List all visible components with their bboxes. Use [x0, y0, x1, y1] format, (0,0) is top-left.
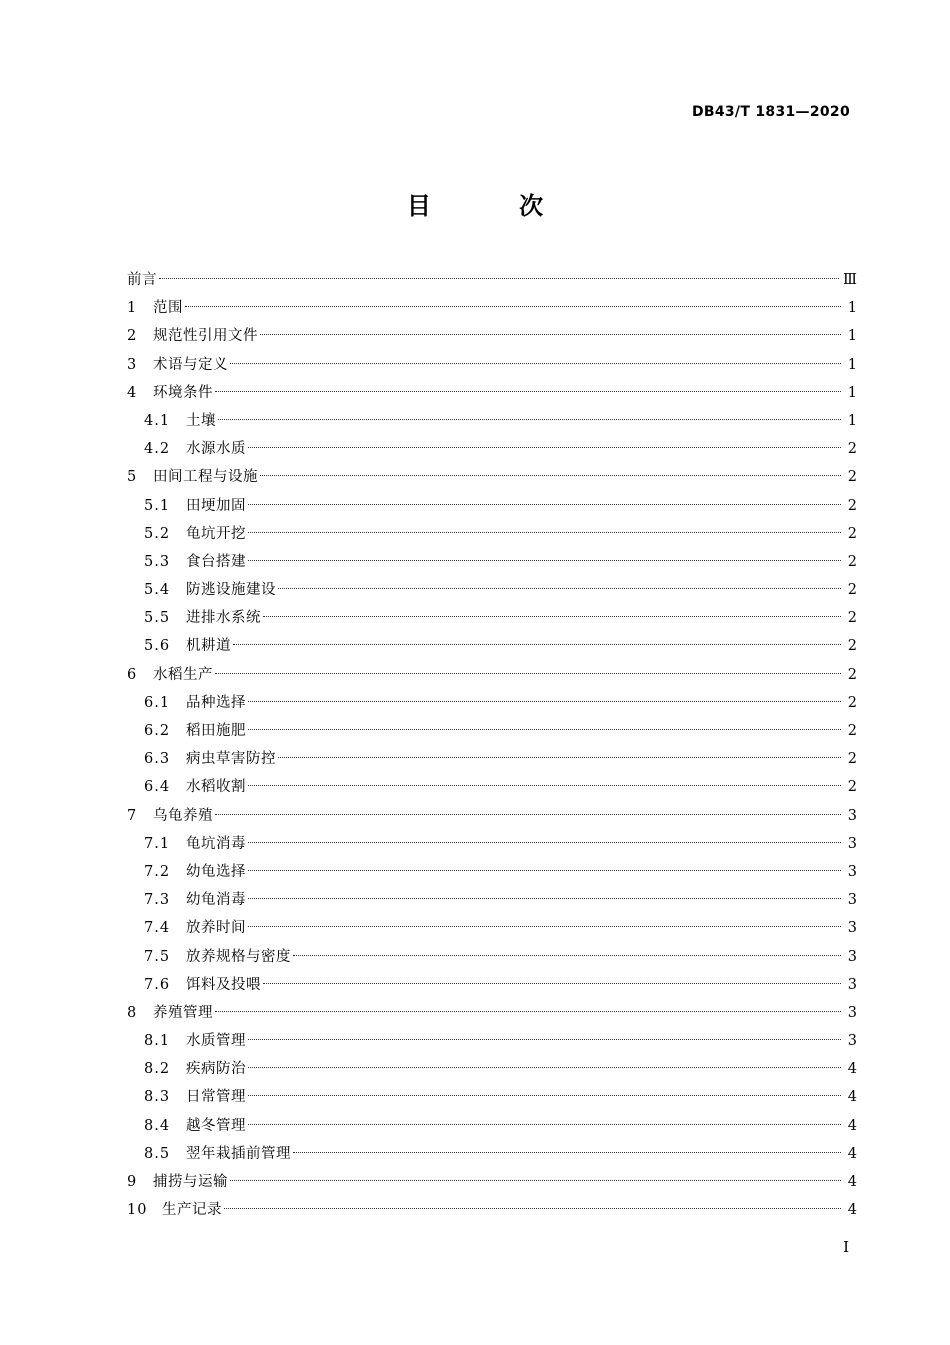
toc-entry-number: 6.3: [144, 751, 171, 768]
toc-entry-label: 放养规格与密度: [186, 948, 291, 965]
toc-entry-page: 1: [847, 384, 857, 401]
toc-entry-label: 范围: [153, 300, 183, 317]
toc-entry-label: 机耕道: [186, 638, 231, 655]
toc-entry-page: 2: [847, 582, 857, 599]
toc-entry-page: 4: [847, 1061, 857, 1078]
toc-entry-label: 日常管理: [186, 1089, 246, 1106]
toc-entry-page: 1: [847, 300, 857, 317]
toc-entry-label: 田埂加固: [186, 497, 246, 514]
toc-entry-label: 幼龟消毒: [186, 892, 246, 909]
toc-entry-number: 9: [127, 1174, 138, 1190]
standard-code: DB43/T 1831—2020: [691, 104, 850, 120]
toc-entry-page: 1: [847, 412, 857, 429]
toc-entry[interactable]: [127, 294, 857, 322]
toc-entry[interactable]: [127, 886, 857, 914]
toc-entry-label: 术语与定义: [153, 356, 228, 373]
toc-entry-number: 4.1: [144, 412, 171, 429]
toc-entry-page: 2: [847, 694, 857, 711]
toc-entry-label: 防逃设施建设: [186, 582, 276, 599]
toc-entry-page: 1: [847, 356, 857, 373]
toc-entry-number: 3: [127, 356, 138, 373]
toc-dot-leader: [248, 1095, 841, 1096]
toc-entry-label: 进排水系统: [186, 610, 261, 627]
toc-dot-leader: [224, 1208, 841, 1209]
toc-dot-leader: [260, 475, 841, 476]
toc-dot-leader: [278, 757, 841, 758]
toc-entry-page: 4: [847, 1145, 857, 1162]
toc-entry-label: 生产记录: [162, 1202, 222, 1219]
toc-dot-leader: [248, 701, 841, 702]
toc-entry-label: 捕捞与运输: [153, 1174, 228, 1190]
toc-entry-number: 7: [127, 807, 138, 824]
toc-entry-label: 翌年栽插前管理: [186, 1145, 291, 1162]
toc-entry-label: 水稻生产: [153, 666, 213, 683]
page-title: 目 次: [406, 192, 584, 220]
toc-entry-page: 1: [847, 328, 857, 345]
toc-dot-leader: [248, 504, 841, 505]
toc-entry-page: 4: [847, 1174, 857, 1190]
toc-entry[interactable]: [127, 266, 857, 294]
toc-entry-number: 7.2: [144, 863, 171, 880]
toc-entry-page: 4: [847, 1117, 857, 1134]
toc-entry-label: 饵料及投喂: [186, 976, 261, 993]
toc-entry[interactable]: [127, 463, 857, 491]
toc-entry[interactable]: [127, 689, 857, 717]
toc-entry-page: 3: [847, 863, 857, 880]
toc-entry-page: 4: [847, 1089, 857, 1106]
toc-dot-leader: [215, 1011, 841, 1012]
toc-entry-number: 6.2: [144, 723, 171, 739]
toc-entry[interactable]: [127, 492, 857, 520]
toc-entry-label: 稻田施肥: [186, 723, 246, 739]
toc-entry-page: 2: [847, 779, 857, 796]
toc-dot-leader: [215, 391, 841, 392]
toc-entry-number: 5: [127, 469, 138, 486]
toc-entry-label: 水稻收割: [186, 779, 246, 796]
toc-entry-label: 水源水质: [186, 441, 246, 458]
toc-dot-leader: [248, 447, 841, 448]
toc-entry[interactable]: [127, 1196, 857, 1224]
toc-dot-leader: [248, 842, 841, 843]
toc-entry-number: 5.6: [144, 638, 171, 655]
toc-entry-page: 3: [847, 920, 857, 937]
toc-entry-page: 2: [847, 638, 857, 655]
toc-dot-leader: [248, 1039, 841, 1040]
toc-entry-number: 7.4: [144, 920, 171, 937]
toc-entry[interactable]: [127, 351, 857, 379]
toc-entry-page: 3: [847, 1033, 857, 1050]
toc-entry-number: 1: [127, 300, 138, 317]
toc-dot-leader: [185, 306, 841, 307]
toc-entry-number: 6: [127, 666, 138, 683]
toc-entry[interactable]: [127, 999, 857, 1027]
toc-entry[interactable]: [127, 1055, 857, 1083]
toc-entry[interactable]: [127, 858, 857, 886]
toc-dot-leader: [215, 814, 841, 815]
toc-entry[interactable]: [127, 717, 857, 745]
toc-entry[interactable]: [127, 435, 857, 463]
toc-entry[interactable]: [127, 520, 857, 548]
toc-entry-number: 5.2: [144, 525, 171, 542]
toc-entry[interactable]: [127, 1112, 857, 1140]
toc-dot-leader: [263, 616, 841, 617]
toc-entry-page: Ⅲ: [843, 272, 857, 288]
toc-entry[interactable]: [127, 322, 857, 350]
toc-entry-page: 3: [847, 807, 857, 824]
toc-dot-leader: [278, 588, 841, 589]
toc-dot-leader: [248, 1067, 841, 1068]
toc-entry-number: 8.5: [144, 1145, 171, 1162]
toc-entry-number: 7.3: [144, 892, 171, 909]
toc-entry-number: 5.4: [144, 582, 171, 599]
toc-dot-leader: [260, 334, 841, 335]
toc-entry-page: 4: [847, 1202, 857, 1219]
toc-entry-label: 越冬管理: [186, 1117, 246, 1134]
toc-entry-number: 2: [127, 328, 138, 345]
toc-entry-page: 2: [847, 751, 857, 768]
toc-entry-label: 环境条件: [153, 384, 213, 401]
toc-dot-leader: [248, 926, 841, 927]
toc-entry-page: 2: [847, 497, 857, 514]
toc-dot-leader: [248, 870, 841, 871]
toc-entry[interactable]: [127, 379, 857, 407]
toc-dot-leader: [293, 1152, 841, 1153]
toc-entry[interactable]: [127, 576, 857, 604]
toc-entry-number: 4: [127, 384, 138, 401]
toc-entry-label: 养殖管理: [153, 1004, 213, 1021]
toc-entry-label: 田间工程与设施: [153, 469, 258, 486]
toc-entry[interactable]: [127, 1027, 857, 1055]
table-of-contents: [127, 266, 857, 1224]
toc-entry-label: 病虫草害防控: [186, 751, 276, 768]
toc-entry-page: 3: [847, 948, 857, 965]
toc-entry-number: 8: [127, 1004, 138, 1021]
toc-entry[interactable]: [127, 1168, 857, 1196]
toc-entry[interactable]: [127, 604, 857, 632]
toc-entry-page: 2: [847, 610, 857, 627]
toc-entry-number: 8.2: [144, 1061, 171, 1078]
toc-entry[interactable]: [127, 548, 857, 576]
toc-entry[interactable]: [127, 745, 857, 773]
toc-entry-label: 幼龟选择: [186, 863, 246, 880]
toc-dot-leader: [248, 729, 841, 730]
toc-entry[interactable]: [127, 914, 857, 942]
toc-dot-leader: [218, 419, 841, 420]
toc-entry[interactable]: [127, 632, 857, 660]
toc-entry-page: 2: [847, 469, 857, 486]
toc-entry[interactable]: [127, 971, 857, 999]
toc-entry-label: 放养时间: [186, 920, 246, 937]
toc-entry-label: 疾病防治: [186, 1061, 246, 1078]
toc-entry-page: 2: [847, 525, 857, 542]
toc-entry-page: 3: [847, 835, 857, 852]
toc-entry-label: 品种选择: [186, 694, 246, 711]
toc-entry-number: 6.4: [144, 779, 171, 796]
toc-entry-label: 食台搭建: [186, 553, 246, 570]
toc-entry-label: 水质管理: [186, 1033, 246, 1050]
toc-entry-label: 前言: [127, 272, 157, 288]
toc-dot-leader: [230, 363, 841, 364]
toc-entry-number: 8.4: [144, 1117, 171, 1134]
toc-entry-page: 2: [847, 553, 857, 570]
toc-dot-leader: [248, 898, 841, 899]
toc-entry[interactable]: [127, 1140, 857, 1168]
toc-dot-leader: [248, 1124, 841, 1125]
toc-dot-leader: [215, 673, 841, 674]
toc-entry-number: 5.3: [144, 553, 171, 570]
toc-entry-number: 5.5: [144, 610, 171, 627]
toc-entry-page: 3: [847, 892, 857, 909]
toc-dot-leader: [159, 278, 839, 279]
toc-dot-leader: [293, 955, 841, 956]
toc-entry[interactable]: [127, 407, 857, 435]
toc-dot-leader: [248, 785, 841, 786]
toc-entry-label: 龟坑开挖: [186, 525, 246, 542]
toc-entry[interactable]: [127, 773, 857, 801]
toc-entry-label: 土壤: [186, 412, 216, 429]
toc-entry-number: 7.6: [144, 976, 171, 993]
footer-page-number: I: [843, 1238, 849, 1256]
toc-entry-number: 7.1: [144, 835, 171, 852]
toc-dot-leader: [248, 560, 841, 561]
toc-entry-number: 6.1: [144, 694, 171, 711]
toc-dot-leader: [248, 532, 841, 533]
toc-entry-label: 规范性引用文件: [153, 328, 258, 345]
toc-entry[interactable]: [127, 661, 857, 689]
toc-entry-label: 龟坑消毒: [186, 835, 246, 852]
toc-entry[interactable]: [127, 802, 857, 830]
toc-entry-number: 8.1: [144, 1033, 171, 1050]
toc-entry-page: 3: [847, 1004, 857, 1021]
toc-entry[interactable]: [127, 1083, 857, 1111]
toc-dot-leader: [230, 1180, 841, 1181]
toc-entry-number: 4.2: [144, 441, 171, 458]
toc-entry-number: 10: [127, 1202, 148, 1219]
toc-dot-leader: [233, 644, 841, 645]
toc-entry[interactable]: [127, 943, 857, 971]
toc-entry[interactable]: [127, 830, 857, 858]
toc-entry-number: 5.1: [144, 497, 171, 514]
toc-entry-page: 2: [847, 666, 857, 683]
toc-entry-label: 乌龟养殖: [153, 807, 213, 824]
toc-entry-number: 7.5: [144, 948, 171, 965]
toc-dot-leader: [263, 983, 841, 984]
toc-entry-number: 8.3: [144, 1089, 171, 1106]
toc-entry-page: 2: [847, 441, 857, 458]
toc-entry-page: 2: [847, 723, 857, 739]
toc-entry-page: 3: [847, 976, 857, 993]
